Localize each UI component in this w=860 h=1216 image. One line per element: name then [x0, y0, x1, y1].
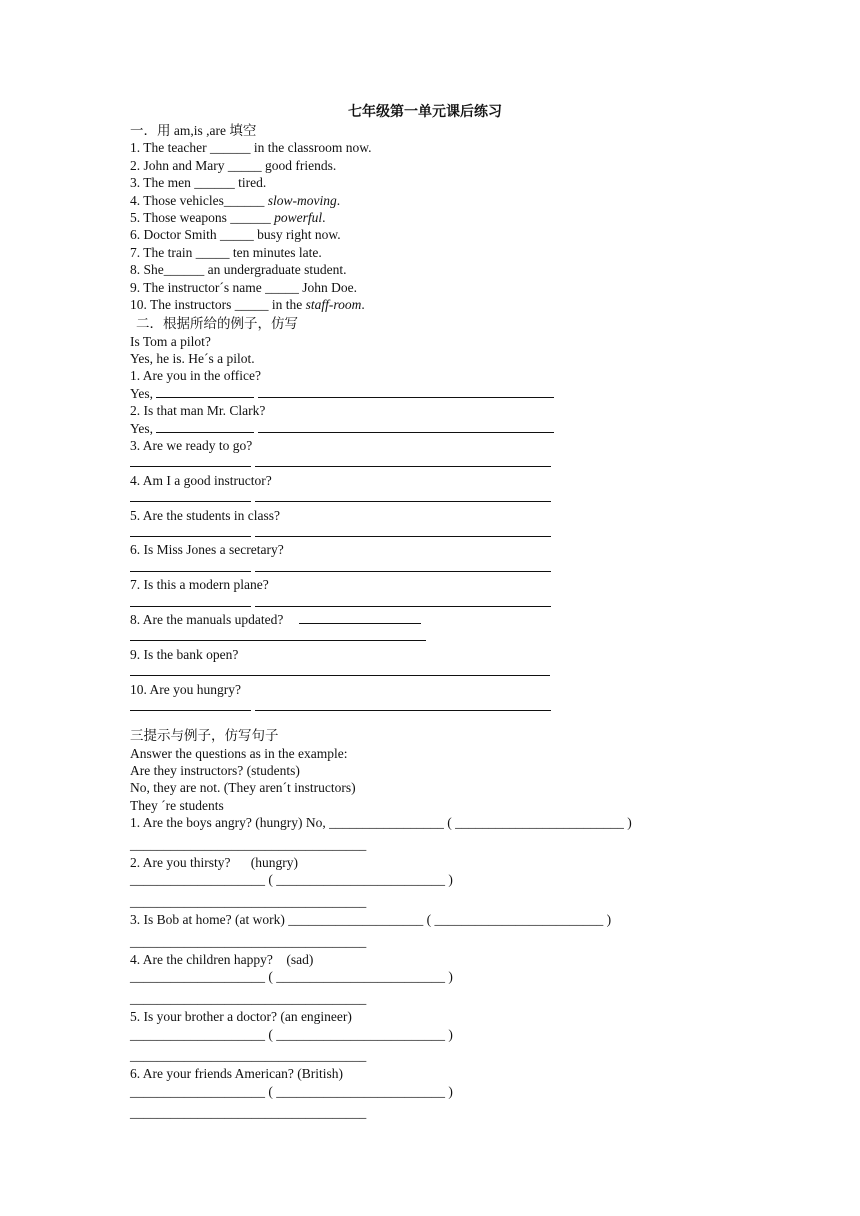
- answer-blank[interactable]: [255, 594, 551, 607]
- part2-answer-row: [130, 698, 730, 715]
- part2-answer-row: [130, 559, 730, 576]
- answer-blank[interactable]: [130, 559, 251, 572]
- part2-answer-row: [130, 524, 730, 541]
- answer-blank[interactable]: [130, 454, 251, 467]
- item-text: 3. The men ______ tired.: [130, 175, 267, 191]
- question-text: 9. Is the bank open?: [130, 646, 239, 662]
- answer-blank[interactable]: [255, 489, 551, 502]
- answer-blank[interactable]: [258, 385, 554, 398]
- item-text-end: .: [336, 192, 341, 208]
- item-italic-text: staff-room: [305, 296, 362, 312]
- answer-blank[interactable]: [130, 524, 251, 537]
- answer-blank[interactable]: [156, 385, 254, 398]
- answer-blank[interactable]: [130, 663, 550, 676]
- answer-blank[interactable]: [130, 489, 251, 502]
- answer-blank[interactable]: [255, 698, 551, 711]
- item-text: 4. Those vehicles______: [130, 192, 268, 208]
- answer-blank[interactable]: ___________________________________: [130, 933, 367, 949]
- part3-question-4: 4. Are the children happy? (sad): [130, 951, 314, 967]
- answer-blank[interactable]: ____________________ ( _________________________ ): [130, 969, 453, 985]
- question-text: 8. Are the manuals updated?: [130, 611, 284, 627]
- part2-answer-row: [130, 489, 730, 506]
- part1-item: [130, 139, 730, 156]
- answer-blank[interactable]: [156, 420, 254, 433]
- part2-answer-row: [130, 628, 730, 645]
- question-text: 5. Are the students in class?: [130, 507, 280, 523]
- answer-blank[interactable]: ____________________ ( _________________________ ): [130, 1026, 453, 1042]
- part2-list: [130, 367, 730, 715]
- answer-blank[interactable]: [255, 559, 551, 572]
- part2-question: [130, 541, 730, 558]
- item-italic-text: powerful: [274, 209, 323, 225]
- item-text: 5. Those weapons ______: [130, 209, 275, 225]
- part3-example-question: Are they instructors? (students): [130, 763, 300, 779]
- part1-list: [130, 139, 730, 313]
- part3-question-6: 6. Are your friends American? (British): [130, 1066, 343, 1082]
- part3-question-3: 3. Is Bob at home? (at work) ____________________ ( _________________________ ): [130, 912, 612, 928]
- worksheet: [130, 104, 730, 1121]
- answer-blank[interactable]: ___________________________________: [130, 990, 367, 1006]
- question-text: 3. Are we ready to go?: [130, 438, 253, 454]
- part2-question: [130, 402, 730, 419]
- part3-question-2: 2. Are you thirsty? (hungry): [130, 855, 298, 871]
- answer-blank[interactable]: ___________________________________: [130, 893, 367, 909]
- part1-item: [130, 226, 730, 243]
- part2-question: [130, 681, 730, 698]
- part1-item: [130, 261, 730, 278]
- part1-item: [130, 157, 730, 174]
- answer-blank[interactable]: ___________________________________: [130, 836, 367, 852]
- question-text: 6. Is Miss Jones a secretary?: [130, 542, 284, 558]
- answer-blank[interactable]: ___________________________________: [130, 1047, 367, 1063]
- part3-example-answer-1: No, they are not. (They aren´t instructors): [130, 780, 356, 796]
- item-text: 6. Doctor Smith _____ busy right now.: [130, 227, 341, 243]
- item-text: 10. The instructors _____ in the: [130, 296, 306, 312]
- question-text: 2. Is that man Mr. Clark?: [130, 403, 266, 419]
- part2-question: [130, 367, 730, 384]
- part3-question-5: 5. Is your brother a doctor? (an engineer): [130, 1009, 352, 1025]
- part1-item: [130, 296, 730, 313]
- item-text-end: .: [322, 209, 326, 225]
- part2-answer-row: [130, 454, 730, 471]
- part1-item: [130, 279, 730, 296]
- part2-example-question: Is Tom a pilot?: [130, 333, 211, 349]
- item-text: 2. John and Mary _____ good friends.: [130, 157, 337, 173]
- item-text: 9. The instructor´s name _____ John Doe.: [130, 279, 357, 295]
- answer-blank[interactable]: [130, 594, 251, 607]
- answer-blank[interactable]: [258, 420, 554, 433]
- part1-item: [130, 192, 730, 209]
- answer-blank[interactable]: [255, 524, 551, 537]
- part3-question-1: 1. Are the boys angry? (hungry) No, _________________ ( _________________________ ): [130, 815, 632, 831]
- part2-question: [130, 472, 730, 489]
- part2-answer-row: [130, 385, 730, 402]
- part2-answer-row: [130, 663, 730, 680]
- part2-example-answer: Yes, he is. He´s a pilot.: [130, 351, 255, 367]
- item-text-end: .: [361, 296, 365, 312]
- answer-blank[interactable]: ____________________ ( _________________________ ): [130, 1083, 453, 1099]
- part2-question: [130, 646, 730, 663]
- answer-blank[interactable]: ___________________________________: [130, 1105, 367, 1121]
- item-text: 7. The train _____ ten minutes late.: [130, 244, 322, 260]
- page-title: 七年级第一单元课后练习: [348, 105, 502, 120]
- part1-item: [130, 209, 730, 226]
- part2-question: [130, 611, 730, 628]
- yes-prefix: Yes,: [130, 420, 157, 436]
- item-text: 1. The teacher ______ in the classroom now.: [130, 140, 372, 156]
- item-text: 8. She______ an undergraduate student.: [130, 262, 347, 278]
- part2-answer-row: [130, 594, 730, 611]
- question-text: 1. Are you in the office?: [130, 368, 261, 384]
- part2-answer-row: [130, 420, 730, 437]
- answer-blank[interactable]: ____________________ ( _________________________ ): [130, 872, 453, 888]
- part2-heading: 二．根据所给的例子，仿写: [136, 316, 298, 332]
- part3-intro: Answer the questions as in the example:: [130, 745, 348, 761]
- yes-prefix: Yes,: [130, 385, 157, 401]
- part3-heading: 三提示与例子，仿写句子: [130, 728, 279, 744]
- part1-item: [130, 174, 730, 191]
- item-italic-text: slow-moving: [267, 192, 337, 208]
- answer-blank[interactable]: [255, 454, 551, 467]
- answer-blank[interactable]: [299, 611, 421, 624]
- part3-example-answer-2: They ´re students: [130, 797, 224, 813]
- part2-question: [130, 507, 730, 524]
- question-text: 4. Am I a good instructor?: [130, 472, 272, 488]
- part2-question: [130, 576, 730, 593]
- part1-item: [130, 244, 730, 261]
- answer-blank[interactable]: [130, 698, 251, 711]
- question-text: 10. Are you hungry?: [130, 681, 241, 697]
- part2-question: [130, 437, 730, 454]
- question-text: 7. Is this a modern plane?: [130, 577, 269, 593]
- answer-blank[interactable]: [130, 628, 426, 641]
- part1-heading: 一．用 am,is ,are 填空: [130, 123, 257, 138]
